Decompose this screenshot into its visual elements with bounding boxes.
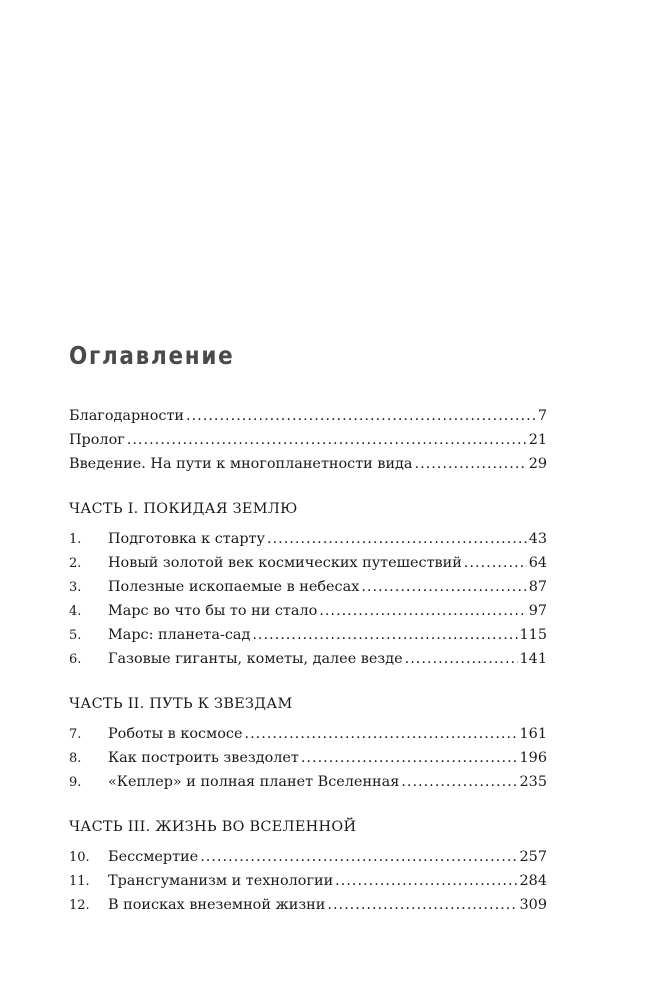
toc-entry-label: Марс: планета-сад bbox=[108, 627, 251, 643]
toc-entry-page: 43 bbox=[528, 531, 547, 547]
chapter-number: 1. bbox=[69, 532, 82, 547]
toc-entry-label: Газовые гиганты, кометы, далее везде bbox=[108, 651, 403, 667]
toc-entry-page: 161 bbox=[519, 726, 547, 742]
dot-leader bbox=[127, 428, 527, 452]
dot-leader bbox=[361, 575, 526, 599]
part-section bbox=[69, 692, 547, 794]
toc-entry-label: «Кеплер» и полная планет Вселенная bbox=[108, 774, 400, 790]
table-of-contents bbox=[69, 404, 547, 917]
toc-entry-label: Благодарности bbox=[69, 408, 185, 424]
chapter-number: 7. bbox=[69, 727, 82, 742]
chapter-number: 8. bbox=[69, 751, 82, 766]
toc-entry[interactable] bbox=[69, 551, 547, 575]
toc-entry[interactable] bbox=[69, 428, 547, 452]
toc-entry-page: 29 bbox=[528, 456, 547, 472]
toc-page bbox=[69, 0, 547, 1000]
dot-leader bbox=[415, 452, 527, 476]
part-section bbox=[69, 497, 547, 671]
toc-entry-label: Пролог bbox=[69, 432, 125, 448]
chapter-number: 2. bbox=[69, 556, 82, 571]
front-matter-list bbox=[69, 404, 547, 476]
dot-leader bbox=[335, 869, 517, 893]
toc-entry-label: Введение. На пути к многопланетности вида bbox=[69, 456, 413, 472]
chapter-number: 4. bbox=[69, 604, 82, 619]
toc-entry[interactable] bbox=[69, 623, 547, 647]
part-section bbox=[69, 815, 547, 917]
toc-entry[interactable] bbox=[69, 869, 547, 893]
chapter-number: 9. bbox=[69, 775, 82, 790]
toc-entry-page: 21 bbox=[528, 432, 547, 448]
toc-entry-page: 97 bbox=[528, 603, 547, 619]
toc-entry-label: Трансгуманизм и технологии bbox=[108, 873, 334, 889]
toc-entry[interactable] bbox=[69, 452, 547, 476]
toc-entry-page: 115 bbox=[519, 627, 547, 643]
chapter-number: 11. bbox=[69, 874, 90, 889]
toc-entry[interactable] bbox=[69, 770, 547, 794]
chapter-number: 6. bbox=[69, 652, 82, 667]
toc-entry[interactable] bbox=[69, 722, 547, 746]
dot-leader bbox=[327, 893, 517, 917]
toc-entry-label: Подготовка к старту bbox=[108, 531, 265, 547]
toc-entry[interactable] bbox=[69, 599, 547, 623]
dot-leader bbox=[200, 845, 517, 869]
toc-entry[interactable] bbox=[69, 845, 547, 869]
dot-leader bbox=[464, 551, 527, 575]
toc-entry-page: 309 bbox=[519, 897, 547, 913]
toc-entry-label: Новый золотой век космических путешествий bbox=[108, 555, 462, 571]
toc-entry[interactable] bbox=[69, 746, 547, 770]
part-heading[interactable]: ЧАСТЬ I. ПОКИДАЯ ЗЕМЛЮ bbox=[69, 501, 298, 517]
toc-entry-page: 87 bbox=[528, 579, 547, 595]
toc-entry-page: 141 bbox=[519, 651, 547, 667]
dot-leader bbox=[186, 404, 536, 428]
toc-entry-page: 196 bbox=[519, 750, 547, 766]
chapter-number: 5. bbox=[69, 628, 82, 643]
toc-entry-label: Марс во что бы то ни стало bbox=[108, 603, 318, 619]
toc-entry-label: Роботы в космосе bbox=[108, 726, 243, 742]
part-heading[interactable]: ЧАСТЬ II. ПУТЬ К ЗВЕЗДАМ bbox=[69, 696, 293, 712]
toc-entry-page: 284 bbox=[519, 873, 547, 889]
dot-leader bbox=[267, 527, 527, 551]
toc-entry[interactable] bbox=[69, 527, 547, 551]
toc-entry[interactable] bbox=[69, 575, 547, 599]
dot-leader bbox=[245, 722, 518, 746]
dot-leader bbox=[301, 746, 518, 770]
dot-leader bbox=[319, 599, 526, 623]
toc-entry-label: В поисках внеземной жизни bbox=[108, 897, 326, 913]
dot-leader bbox=[401, 770, 517, 794]
toc-entry-page: 235 bbox=[519, 774, 547, 790]
toc-entry-page: 257 bbox=[519, 849, 547, 865]
toc-entry-label: Бессмертие bbox=[108, 849, 199, 865]
toc-entry[interactable] bbox=[69, 893, 547, 917]
toc-entry-page: 64 bbox=[528, 555, 547, 571]
page-title: Оглавление bbox=[69, 341, 235, 370]
toc-entry-page: 7 bbox=[537, 408, 547, 424]
toc-entry-label: Как построить звездолет bbox=[108, 750, 299, 766]
chapter-number: 12. bbox=[69, 898, 90, 913]
dot-leader bbox=[405, 647, 518, 671]
chapter-number: 10. bbox=[69, 850, 90, 865]
dot-leader bbox=[252, 623, 517, 647]
toc-entry[interactable] bbox=[69, 647, 547, 671]
part-heading[interactable]: ЧАСТЬ III. ЖИЗНЬ ВО ВСЕЛЕННОЙ bbox=[69, 819, 357, 835]
toc-entry[interactable] bbox=[69, 404, 547, 428]
toc-entry-label: Полезные ископаемые в небесах bbox=[108, 579, 360, 595]
chapter-number: 3. bbox=[69, 580, 82, 595]
